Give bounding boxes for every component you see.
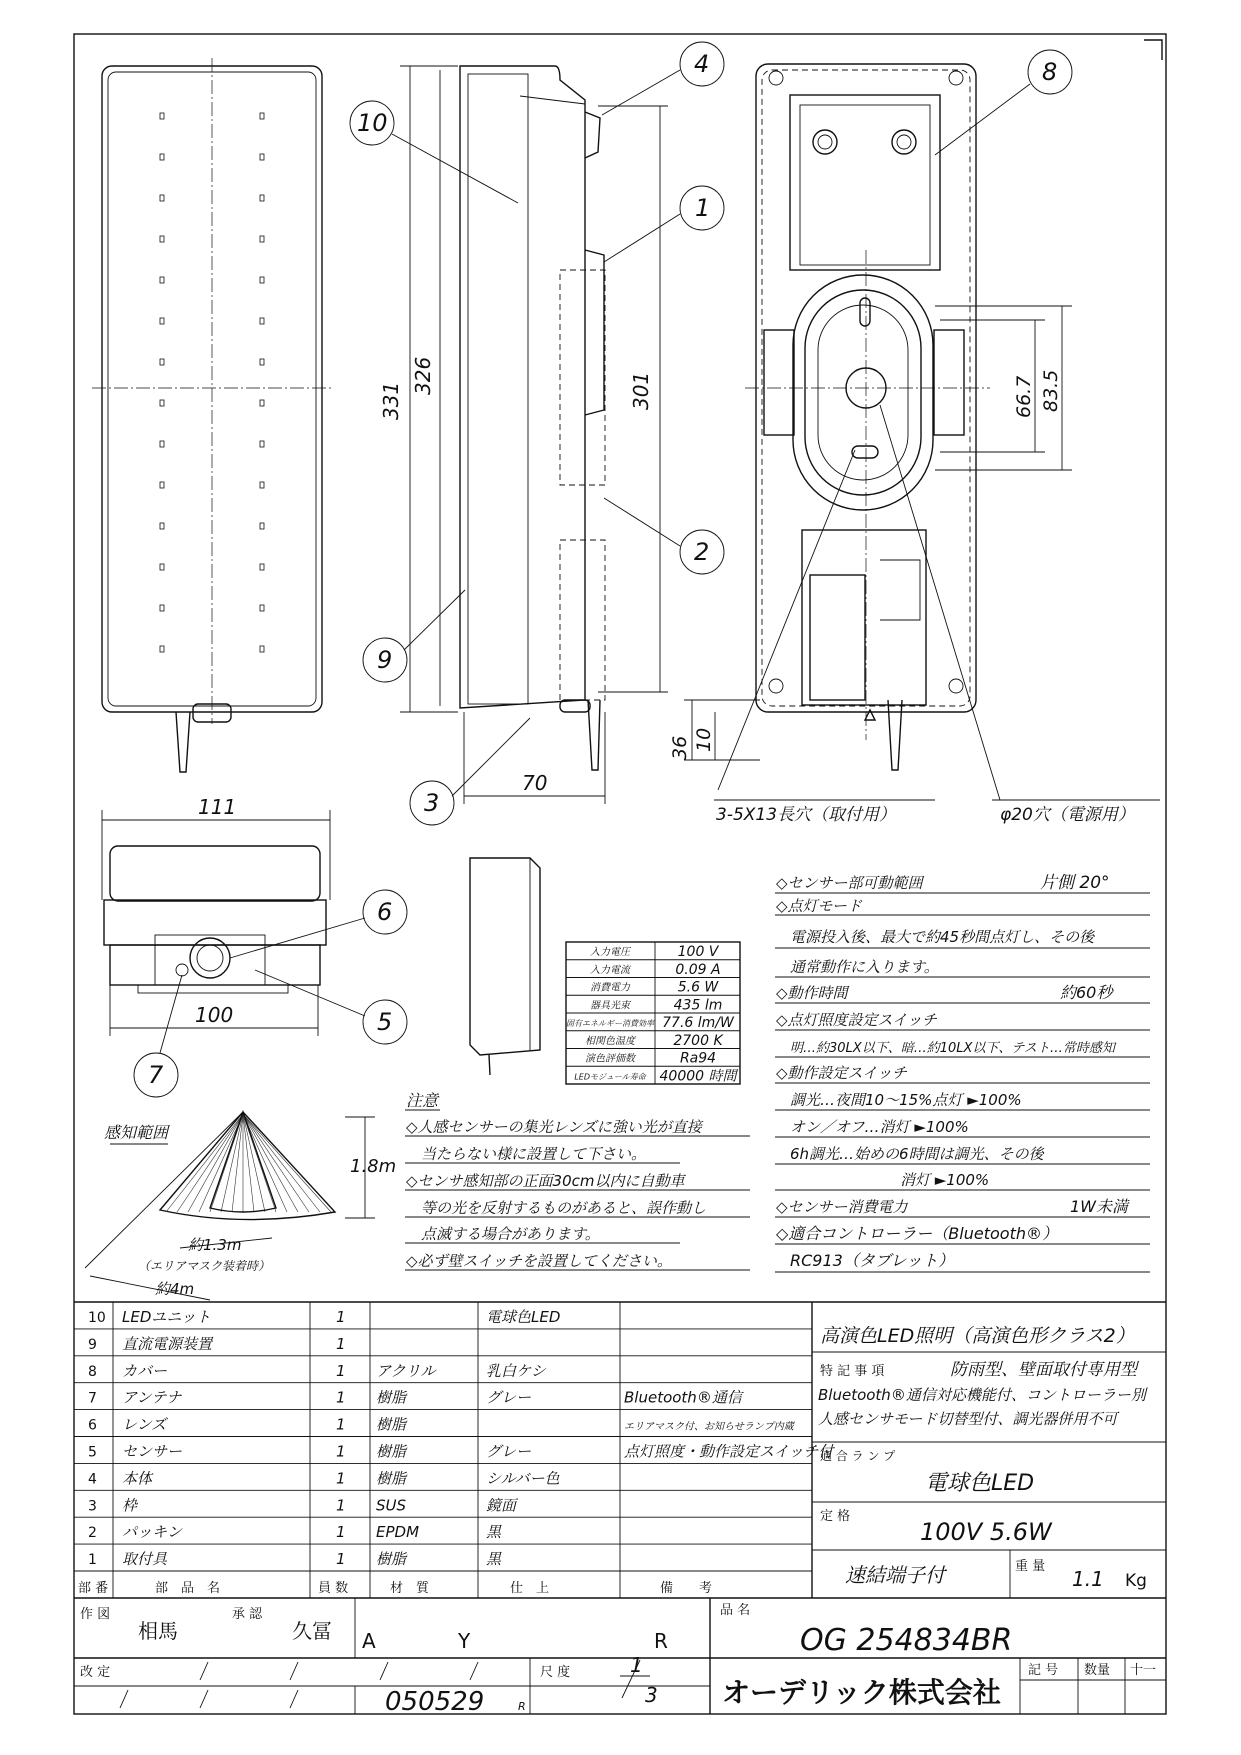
- spec-key: 演色評価数: [585, 1053, 635, 1065]
- dim-4m: 約4m: [155, 1280, 195, 1298]
- part-qty: 1: [336, 1388, 346, 1407]
- part-qty: 1: [336, 1334, 346, 1353]
- lamp-label: 適 合 ラ ン プ: [820, 1449, 896, 1463]
- spec-key: 相関色温度: [585, 1035, 635, 1047]
- part-qty: 1: [336, 1469, 346, 1488]
- led-chip: [260, 646, 264, 652]
- hatch-line: [188, 1114, 243, 1212]
- spec-value: 5.6 W: [677, 979, 719, 996]
- part-name: レンズ: [122, 1415, 167, 1434]
- spec-key: LEDモジュール寿命: [574, 1072, 646, 1082]
- weight-value: 1.1: [1072, 1567, 1104, 1591]
- count-label: 数量: [1084, 1663, 1111, 1678]
- led-chip: [160, 277, 164, 283]
- hdr-name: 部 品 名: [155, 1581, 221, 1596]
- drawn-name: 相馬: [138, 1619, 178, 1643]
- note-line-5: 点滅する場合があります。: [406, 1225, 600, 1243]
- dim-70: 70: [522, 771, 548, 795]
- dim-36: 36: [669, 735, 691, 760]
- ctrl-line-1: ◇適合コントローラー（Bluetooth®）: [776, 1224, 1058, 1243]
- led-chip: [260, 359, 264, 365]
- hdr-qty: 員 数: [318, 1581, 349, 1596]
- hatch-line: [199, 1114, 243, 1212]
- back-view: [684, 64, 1160, 800]
- dim-83-5: 83.5: [1040, 369, 1062, 412]
- dim-10: 10: [693, 727, 715, 752]
- dim-331: 331: [379, 381, 403, 420]
- part-mat: 樹脂: [376, 1388, 407, 1407]
- hatch-line: [177, 1114, 243, 1212]
- feature-2: Bluetooth®通信対応機能付、コントローラー別: [818, 1386, 1146, 1404]
- led-chip: [260, 523, 264, 529]
- part-qty: 1: [336, 1550, 346, 1569]
- part-name: 枠: [122, 1496, 138, 1515]
- lux-line-1: 明…約30LX以下、暗…約10LX以下、テスト…常時感知: [790, 1041, 1115, 1056]
- note-line-4: 等の光を反射するものがあると、誤作動し: [406, 1199, 707, 1217]
- spec-value: 435 lm: [673, 997, 723, 1014]
- part-fin: 電球色LED: [486, 1308, 561, 1326]
- power-label: ◇センサー消費電力: [776, 1198, 908, 1216]
- slot-label: 3-5X13長穴（取付用）: [716, 805, 897, 825]
- part-qty: 1: [336, 1308, 346, 1326]
- led-chip: [160, 318, 164, 324]
- date-r: R: [518, 1700, 526, 1713]
- hatch-line: [243, 1114, 276, 1212]
- part-note: エリアマスク付、お知らせランプ内蔵: [624, 1421, 794, 1433]
- product-block: [818, 1325, 1149, 1591]
- sensing-label: 感知範囲: [104, 1123, 169, 1142]
- part-mat: 樹脂: [376, 1469, 407, 1488]
- spec-key: 入力電圧: [590, 947, 630, 958]
- mask-note: （エリアマスク装着時）: [138, 1259, 271, 1273]
- led-chip: [160, 195, 164, 201]
- rating-label: 定 格: [820, 1509, 851, 1524]
- terminal-text: 速結端子付: [845, 1563, 945, 1587]
- hatch-line: [243, 1114, 320, 1212]
- spec-texts: [566, 944, 738, 1084]
- led-chip: [260, 605, 264, 611]
- product-type: 高演色LED照明（高演色形クラス2）: [820, 1325, 1135, 1347]
- led-chip: [160, 482, 164, 488]
- scale-num: 1: [630, 1653, 643, 1677]
- part-no: 1: [88, 1552, 97, 1569]
- company-name: オーデリック株式会社: [722, 1676, 1001, 1709]
- parts-header: [78, 1580, 712, 1596]
- name-label: 品 名: [720, 1603, 751, 1618]
- led-chip: [160, 236, 164, 242]
- part-name: アンテナ: [122, 1388, 182, 1407]
- lux-title: ◇点灯照度設定スイッチ: [776, 1011, 937, 1029]
- ctrl-line-2: RC913（タブレット）: [790, 1251, 955, 1270]
- led-chip: [260, 564, 264, 570]
- sheet-label: 十一: [1130, 1663, 1157, 1678]
- part-mat: 樹脂: [376, 1550, 407, 1569]
- hdr-note: 備 考: [660, 1581, 713, 1596]
- parts-texts: [88, 1308, 835, 1568]
- part-no: 9: [88, 1336, 97, 1353]
- side-view: [400, 66, 668, 804]
- ay-r: R: [654, 1629, 668, 1653]
- callout-6: 6: [377, 898, 393, 926]
- hatch-line: [243, 1114, 331, 1212]
- part-name: LEDユニット: [122, 1308, 211, 1326]
- dim-1-3m: 約1.3m: [188, 1236, 242, 1254]
- part-mat: 樹脂: [376, 1415, 407, 1434]
- led-chip: [160, 154, 164, 160]
- perspective-view: [470, 858, 540, 1075]
- part-qty: 1: [336, 1523, 346, 1542]
- title-texts: [80, 1603, 1156, 1717]
- callout-7: 7: [148, 1061, 164, 1089]
- part-no: 8: [88, 1363, 97, 1380]
- spec-value: Ra94: [679, 1050, 717, 1067]
- led-chip: [260, 441, 264, 447]
- part-name: センサー: [122, 1442, 183, 1461]
- led-chip: [260, 482, 264, 488]
- lamp-value: 電球色LED: [925, 1471, 1035, 1496]
- weight-label: 重 量: [1015, 1559, 1046, 1574]
- callout-5: 5: [377, 1008, 393, 1036]
- spec-key: 固有エネルギー消費効率: [566, 1019, 654, 1028]
- led-chip: [260, 277, 264, 283]
- led-chip: [260, 154, 264, 160]
- part-no: 7: [88, 1390, 97, 1407]
- part-mat: 樹脂: [376, 1442, 407, 1461]
- hatch-line: [243, 1114, 309, 1212]
- hdr-mat: 材 質: [390, 1581, 430, 1596]
- spec-value: 40000 時間: [659, 1068, 737, 1085]
- part-qty: 1: [336, 1496, 346, 1515]
- part-name: 本体: [122, 1469, 153, 1488]
- part-note: Bluetooth®通信: [624, 1388, 742, 1407]
- weight-unit: Kg: [1125, 1571, 1147, 1591]
- symbol-label: 記 号: [1028, 1663, 1059, 1678]
- dim-326: 326: [411, 356, 435, 395]
- part-fin: 鏡面: [486, 1496, 517, 1515]
- rev-label: 改 定: [80, 1665, 111, 1680]
- approved-label: 承 認: [232, 1607, 263, 1622]
- hdr-fin: 仕 上: [510, 1581, 550, 1596]
- callout-3: 3: [424, 789, 440, 817]
- dim-1-8m: 1.8m: [350, 1156, 397, 1177]
- part-fin: シルバー色: [486, 1469, 560, 1488]
- led-chip: [160, 359, 164, 365]
- drawn-label: 作 図: [80, 1607, 111, 1622]
- led-chip: [160, 646, 164, 652]
- approved-name: 久冨: [292, 1619, 332, 1643]
- part-fin: 黒: [486, 1550, 502, 1569]
- part-mat: アクリル: [376, 1361, 436, 1380]
- part-no: 6: [88, 1417, 97, 1434]
- note-line-6: ◇必ず壁スイッチを設置してください。: [406, 1252, 672, 1270]
- date-text: 050529: [385, 1687, 485, 1717]
- power-value: 1W未満: [1070, 1197, 1129, 1216]
- rating-value: 100V 5.6W: [920, 1518, 1052, 1546]
- front-view: [92, 58, 332, 772]
- part-name: カバー: [122, 1361, 168, 1380]
- callout-10: 10: [357, 109, 388, 137]
- mode-line-1: 電源投入後、最大で約45秒間点灯し、その後: [790, 928, 1095, 946]
- dim-301: 301: [629, 371, 653, 410]
- hatch-line: [243, 1114, 287, 1212]
- note-line-1: ◇人感センサーの集光レンズに強い光が直接: [406, 1118, 702, 1136]
- part-name: 直流電源装置: [122, 1334, 213, 1353]
- op-line-3: 6h調光…始めの6時間は調光、その後: [790, 1145, 1044, 1163]
- spec-value: 100 V: [677, 944, 719, 960]
- part-name: 取付具: [122, 1550, 168, 1569]
- op-line-4: 消灯 ►100%: [900, 1171, 990, 1189]
- led-chip: [160, 605, 164, 611]
- led-chip: [260, 400, 264, 406]
- hatch-line: [243, 1114, 265, 1212]
- op-line-1: 調光…夜間10～15%点灯 ►100%: [790, 1091, 1022, 1109]
- ay-a: A: [362, 1629, 376, 1653]
- dim-111: 111: [198, 795, 237, 819]
- time-value: 約60秒: [1060, 983, 1113, 1002]
- spec-value: 0.09 A: [675, 961, 721, 978]
- spec-key: 器具光束: [590, 1000, 630, 1012]
- callout-1: 1: [695, 194, 711, 222]
- led-chip: [160, 441, 164, 447]
- part-note: 点灯照度・動作設定スイッチ付: [624, 1442, 834, 1461]
- ay-y: Y: [458, 1629, 471, 1653]
- time-label: ◇動作時間: [776, 984, 848, 1002]
- part-no: 3: [88, 1498, 97, 1515]
- part-fin: 乳白ケシ: [486, 1361, 546, 1380]
- spec-value: 2700 K: [673, 1032, 723, 1049]
- dim-66-7: 66.7: [1013, 375, 1035, 418]
- dim-100: 100: [195, 1003, 234, 1027]
- spec-key: 消費電力: [590, 982, 630, 994]
- led-chip: [160, 523, 164, 529]
- led-chip: [160, 400, 164, 406]
- hatch-line: [166, 1114, 243, 1212]
- led-chip: [260, 236, 264, 242]
- note-line-2: 当たらない様に設置して下さい。: [406, 1145, 647, 1163]
- op-title: ◇動作設定スイッチ: [776, 1064, 907, 1082]
- led-chip: [260, 113, 264, 119]
- mode-line-2: 通常動作に入ります。: [790, 958, 939, 976]
- part-qty: 1: [336, 1415, 346, 1434]
- note-line-3: ◇センサ感知部の正面30cm以内に自動車: [406, 1172, 685, 1190]
- hatch-line: [221, 1114, 243, 1212]
- part-fin: グレー: [486, 1388, 532, 1407]
- led-chip: [160, 564, 164, 570]
- led-chip: [260, 318, 264, 324]
- features: [776, 873, 1130, 1270]
- callout-4: 4: [694, 50, 710, 78]
- product-no: OG 254834BR: [800, 1623, 1013, 1658]
- part-no: 10: [88, 1310, 106, 1326]
- part-qty: 1: [336, 1442, 346, 1461]
- part-name: パッキン: [122, 1523, 182, 1542]
- mode-title: ◇点灯モード: [776, 897, 862, 915]
- hdr-no: 部 番: [78, 1581, 109, 1596]
- range-value: 片側 20°: [1040, 873, 1110, 893]
- op-line-2: オン／オフ…消灯 ►100%: [790, 1118, 969, 1136]
- part-no: 5: [88, 1444, 97, 1461]
- part-qty: 1: [336, 1361, 346, 1380]
- part-fin: グレー: [486, 1442, 532, 1461]
- part-no: 2: [88, 1525, 97, 1542]
- feature-label: 特 記 事 項: [820, 1364, 885, 1379]
- part-mat: EPDM: [376, 1523, 420, 1542]
- part-no: 4: [88, 1471, 97, 1488]
- spec-value: 77.6 lm/W: [662, 1015, 734, 1031]
- callout-9: 9: [377, 646, 393, 674]
- feature-1: 防雨型、壁面取付専用型: [950, 1360, 1137, 1380]
- spec-key: 入力電流: [590, 964, 630, 976]
- feature-3: 人感センサモード切替型付、調光器併用不可: [818, 1410, 1118, 1428]
- part-fin: 黒: [486, 1523, 502, 1542]
- led-chip: [260, 195, 264, 201]
- led-chip: [160, 113, 164, 119]
- part-mat: SUS: [376, 1496, 407, 1515]
- callout-8: 8: [1042, 58, 1058, 86]
- notes-title: 注意: [406, 1091, 439, 1110]
- hole-label: φ20穴（電源用）: [1000, 805, 1135, 825]
- range-label: ◇センサー部可動範囲: [776, 874, 923, 892]
- callout-2: 2: [694, 538, 710, 566]
- scale-den: 3: [645, 1683, 658, 1707]
- scale-label: 尺 度: [540, 1665, 571, 1680]
